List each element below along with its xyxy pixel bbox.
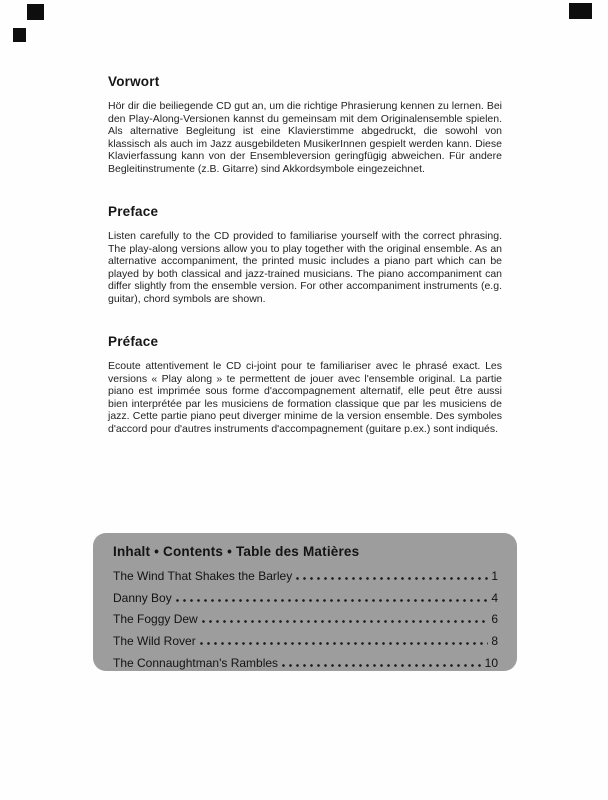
registration-mark-top-left	[27, 4, 44, 20]
toc-page-number: 10	[484, 655, 498, 670]
preface-en-heading: Preface	[108, 204, 159, 219]
dotted-leader	[202, 620, 489, 623]
section-preface-en	[108, 204, 502, 306]
dotted-leader	[296, 577, 488, 580]
registration-mark-top-right	[569, 3, 592, 19]
toc-row-wind-that-shakes-the-barley	[113, 569, 498, 591]
registration-mark-left-edge	[13, 28, 26, 42]
toc-row-connaughtmans-rambles	[113, 656, 498, 678]
toc-page-number: 8	[491, 634, 498, 649]
section-preface-fr	[108, 334, 502, 436]
toc-row-wild-rover	[113, 634, 498, 656]
preface-fr-heading: Préface	[108, 334, 159, 349]
toc-row-danny-boy	[113, 591, 498, 613]
toc-item-title: The Connaughtman's Rambles	[113, 655, 279, 670]
toc-item-title: The Wild Rover	[113, 634, 196, 649]
contents-title: Inhalt • Contents • Table des Matières	[113, 544, 360, 559]
vorwort-body: Hör dir die beiliegende CD gut an, um die richtige Phrasierung kennen zu lernen. Bei den Play-Along-Versionen kannst du gemeinsam mit dem Originalensemble spielen. Als alternative Begleitung ist eine Klavierstimme abgedruckt, die sowohl von klassisch als auch im Jazz ausgebildeten MusikerInnen gespielt werden kann. Diese Klavierfassung kann von der Ensembleversion geringfügig abweichen. Für andere Begleitinstrumente (z.B. Gitarre) sind Akkordsymbole eingezeichnet.	[108, 100, 502, 175]
toc-page-number: 6	[491, 612, 498, 627]
toc-page-number: 1	[491, 569, 498, 583]
toc-item-title: Danny Boy	[113, 590, 172, 605]
toc-page-number: 4	[491, 590, 498, 605]
contents-box	[93, 533, 517, 671]
contents-list	[113, 569, 498, 677]
toc-item-title: The Wind That Shakes the Barley	[113, 569, 293, 583]
dotted-leader	[200, 642, 489, 645]
dotted-leader	[282, 664, 482, 667]
dotted-leader	[176, 599, 489, 602]
vorwort-heading: Vorwort	[108, 74, 160, 89]
toc-row-foggy-dew	[113, 612, 498, 634]
preface-en-body: Listen carefully to the CD provided to familiarise yourself with the correct phrasing. The play-along versions allow you to play together with the original ensemble. As an alternative accompaniment, the printed music includes a piano part which can be played by both classical and jazz-trained musicians. The piano accompaniment can differ slightly from the ensemble version. For other accompaniment instruments (e.g. guitar), chord symbols are shown.	[108, 230, 502, 305]
preface-fr-body: Ecoute attentivement le CD ci-joint pour te familiariser avec le phrasé exact. Les versions « Play along » te permettent de jouer avec l'ensemble original. La partie piano est imprimée sous forme d'accompagnement alternatif, elle peut être aussi bien interprétée par les musiciens de formation classique que par les musiciens de jazz. Cette partie piano peut diverger minime de la version ensemble. Des symboles d'accord pour d'autres instruments d'accompagnement (guitare p.ex.) sont indiqués.	[108, 360, 502, 435]
section-vorwort	[108, 74, 502, 176]
toc-item-title: The Foggy Dew	[113, 612, 198, 627]
